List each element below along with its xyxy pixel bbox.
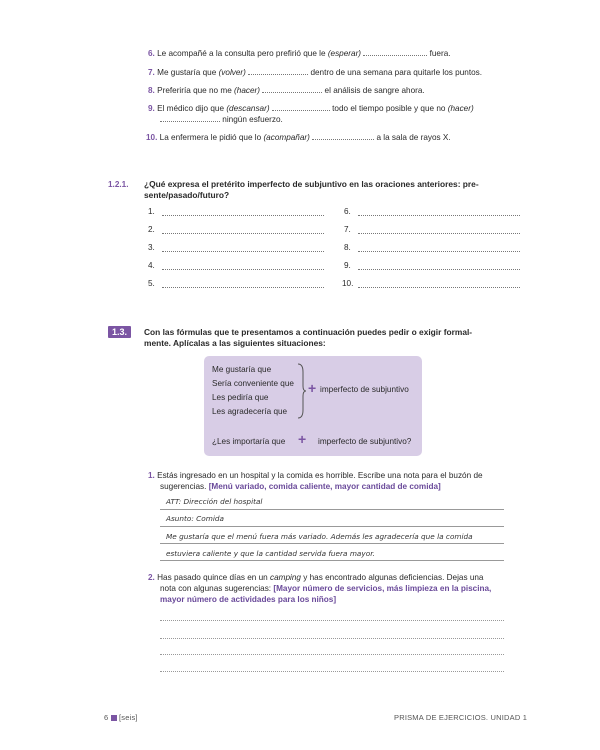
section-121-question-line2: sente/pasado/futuro?: [144, 190, 230, 200]
section-13-intro-line2: mente. Aplícalas a las siguientes situaciones:: [144, 338, 326, 348]
answer-num-7: 7.: [344, 225, 351, 234]
formula-question-plus-icon: +: [298, 431, 307, 447]
brace-icon: [296, 362, 306, 420]
footer-square-icon: [111, 715, 117, 721]
answer-line-2[interactable]: [162, 233, 324, 234]
task-2-line3: mayor número de actividades para los niños]: [160, 595, 337, 604]
formula-plus-icon: +: [308, 380, 317, 396]
exercise-item-8: 8. Preferiría que no me (hacer) el análisis de sangre ahora.: [148, 86, 425, 95]
answer-line-8[interactable]: [358, 251, 520, 252]
write-line-6[interactable]: [160, 638, 504, 639]
section-121-question-line1: ¿Qué expresa el pretérito imperfecto de subjuntivo en las oraciones anteriores: pre-: [144, 179, 479, 189]
answer-num-9: 9.: [344, 261, 351, 270]
formula-phrase-1: Me gustaría que: [212, 365, 272, 374]
answer-num-1: 1.: [148, 207, 155, 216]
exercise-item-9: 9. El médico dijo que (descansar) todo el tiempo posible y que no (hacer): [148, 104, 474, 113]
answer-num-8: 8.: [344, 243, 351, 252]
write-line-4[interactable]: [160, 560, 504, 561]
answer-line-3[interactable]: [162, 251, 324, 252]
handwriting-line-2: Asunto: Comida: [166, 514, 224, 523]
task-2-line2: nota con algunas sugerencias: [Mayor número de servicios, más limpieza en la piscina,: [160, 584, 492, 593]
answer-line-7[interactable]: [358, 233, 520, 234]
formula-box: [204, 356, 422, 456]
section-121-number: 1.2.1.: [108, 180, 129, 189]
handwriting-line-4: estuviera caliente y que la cantidad servida fuera mayor.: [166, 549, 375, 558]
answer-num-4: 4.: [148, 261, 155, 270]
task-1-line2: sugerencias. [Menú variado, comida caliente, mayor cantidad de comida]: [160, 482, 441, 491]
answer-line-5[interactable]: [162, 287, 324, 288]
answer-line-10[interactable]: [358, 287, 520, 288]
exercise-item-6: 6. Le acompañé a la consulta pero prefirió que le (esperar) fuera.: [148, 49, 451, 58]
exercise-item-9-cont: ningún esfuerzo.: [160, 113, 283, 125]
write-line-3[interactable]: [160, 543, 504, 544]
answer-num-10: 10.: [342, 279, 354, 288]
formula-phrase-3: Les pediría que: [212, 393, 269, 402]
formula-phrase-4: Les agradecería que: [212, 407, 288, 416]
write-line-2[interactable]: [160, 526, 504, 527]
handwriting-line-1: ATT: Dirección del hospital: [166, 497, 263, 506]
answer-num-6: 6.: [344, 207, 351, 216]
section-13-intro-line1: Con las fórmulas que te presentamos a continuación puedes pedir o exigir formal-: [144, 327, 473, 337]
section-13-badge: 1.3.: [108, 326, 131, 338]
answer-num-5: 5.: [148, 279, 155, 288]
formula-question: ¿Les importaría que: [212, 437, 286, 446]
handwriting-line-3: Me gustaría que el menú fuera más variado. Además les agradecería que la comida: [166, 532, 473, 541]
write-line-8[interactable]: [160, 671, 504, 672]
answer-line-6[interactable]: [358, 215, 520, 216]
formula-question-result: imperfecto de subjuntivo?: [318, 437, 412, 446]
exercise-item-7: 7. Me gustaría que (volver) dentro de una semana para quitarle los puntos.: [148, 68, 483, 77]
formula-result: imperfecto de subjuntivo: [320, 385, 409, 394]
footer-page-number: 6 [seis]: [104, 713, 138, 722]
answer-num-3: 3.: [148, 243, 155, 252]
answer-line-4[interactable]: [162, 269, 324, 270]
write-line-7[interactable]: [160, 654, 504, 655]
task-2-line1: 2. Has pasado quince días en un camping y has encontrado algunas deficiencias. Dejas una: [148, 573, 484, 582]
write-line-1[interactable]: [160, 509, 504, 510]
footer-title: PRISMA DE EJERCICIOS. UNIDAD 1: [394, 713, 528, 722]
task-1-line1: 1. Estás ingresado en un hospital y la comida es horrible. Escribe una nota para el buzón de: [148, 471, 483, 480]
write-line-5[interactable]: [160, 620, 504, 621]
formula-phrase-2: Sería conveniente que: [212, 379, 294, 388]
answer-num-2: 2.: [148, 225, 155, 234]
answer-line-1[interactable]: [162, 215, 324, 216]
exercise-item-10: 10. La enfermera le pidió que lo (acompañar) a la sala de rayos X.: [146, 133, 451, 142]
answer-line-9[interactable]: [358, 269, 520, 270]
